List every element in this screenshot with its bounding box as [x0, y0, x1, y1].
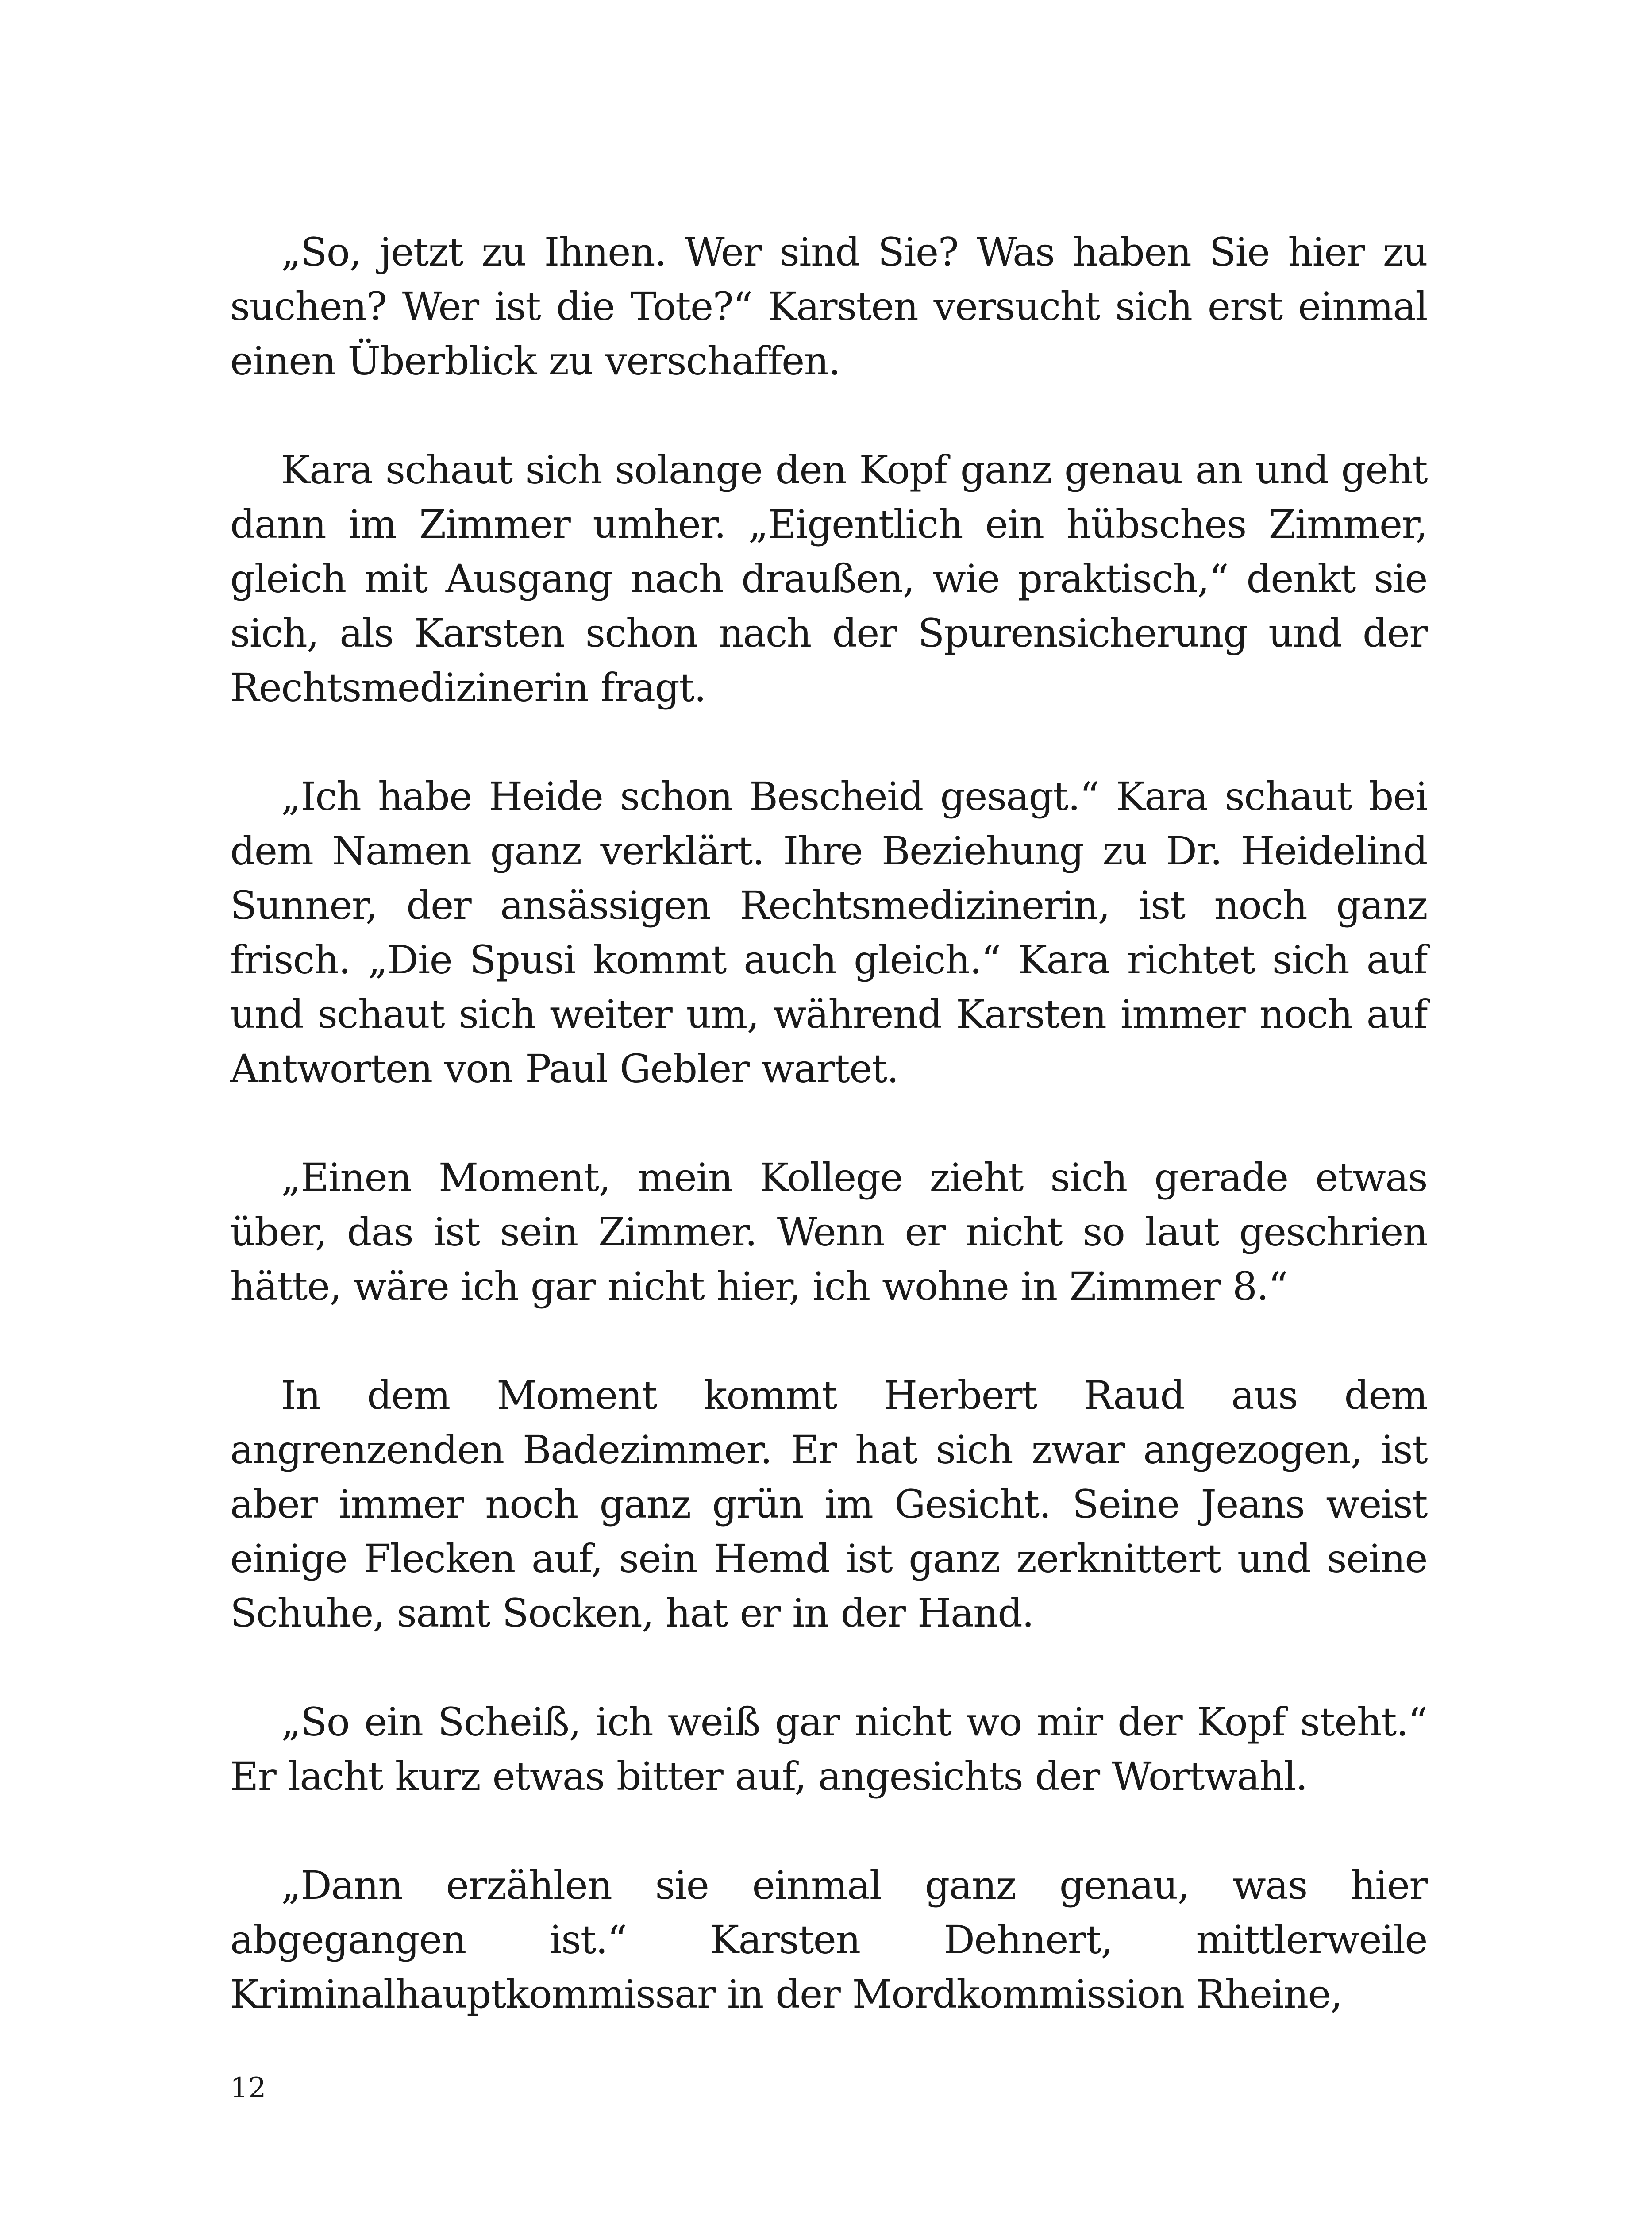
body-text [230, 225, 1427, 2021]
paragraph-1: „So, jetzt zu Ihnen. Wer sind Sie? Was haben Sie hier zu suchen? Wer ist die Tote?“ Karsten versucht sich erst einmal einen Überblick zu verschaffen. [230, 229, 1427, 384]
paragraph-3: „Ich habe Heide schon Bescheid gesagt.“ Kara schaut bei dem Namen ganz verklärt. Ihre Beziehung zu Dr. Heidelind Sunner, der ansässigen Rechtsmedizinerin, ist noch ganz frisch. „Die Spusi kommt auch gleich.“ Kara richtet sich auf und schaut sich weiter um, während Karsten immer noch auf Antworten von Paul Gebler wartet. [230, 774, 1427, 1091]
paragraph-6: „So ein Scheiß, ich weiß gar nicht wo mir der Kopf steht.“ Er lacht kurz etwas bitter auf, angesichts der Wortwahl. [230, 1699, 1427, 1799]
paragraph-2: Kara schaut sich solange den Kopf ganz genau an und geht dann im Zimmer umher. „Eigentlich ein hübsches Zimmer, gleich mit Ausgang nach draußen, wie praktisch,“ denkt sie sich, als Karsten schon nach der Spurensicherung und der Rechtsmedizinerin fragt. [230, 447, 1427, 710]
paragraph-5: In dem Moment kommt Herbert Raud aus dem angrenzenden Badezimmer. Er hat sich zwar angezogen, ist aber immer noch ganz grün im Gesicht. Seine Jeans weist einige Flecken auf, sein Hemd ist ganz zerknittert und seine Schuhe, samt Socken, hat er in der Hand. [230, 1373, 1427, 1636]
paragraph-7: „Dann erzählen sie einmal ganz genau, was hier abgegangen ist.“ Karsten Dehnert, mittlerweile Kriminalhauptkommissar in der Mordkommission Rheine, [230, 1862, 1427, 2017]
paragraph-4: „Einen Moment, mein Kollege zieht sich gerade etwas über, das ist sein Zimmer. Wenn er nicht so laut geschrien hätte, wäre ich gar nicht hier, ich wohne in Zimmer 8.“ [230, 1155, 1427, 1309]
page-number: 12 [230, 2072, 266, 2105]
